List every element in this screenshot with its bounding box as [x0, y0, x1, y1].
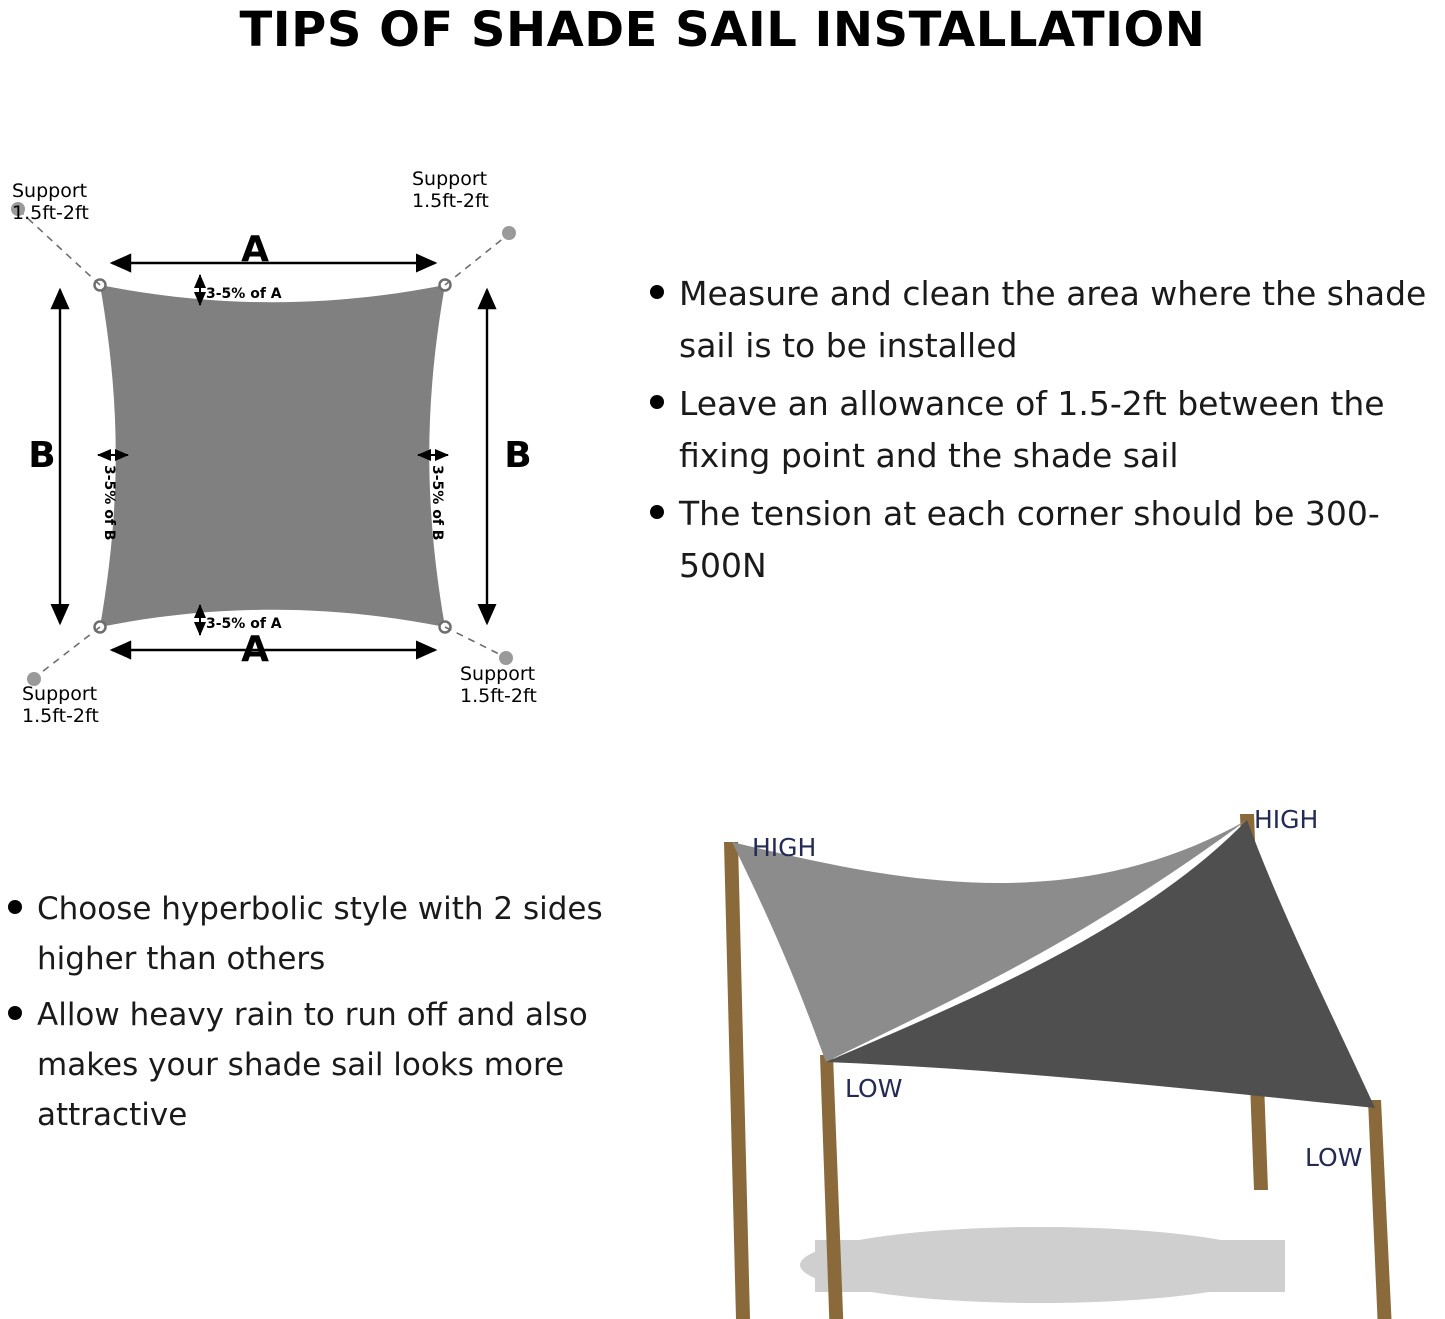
post-low-right [1368, 1100, 1392, 1319]
curve-label-right: 3-5% of B [429, 465, 445, 541]
support-label-bottom-right-line1: Support [460, 663, 536, 685]
cable-bottom-left [38, 627, 100, 675]
bottom-diagram [640, 770, 1445, 1319]
dim-label-top-a: A [241, 229, 269, 270]
curve-label-left: 3-5% of B [101, 465, 117, 541]
sail-shape [100, 285, 445, 627]
support-label-top-right-line1: Support [412, 168, 488, 190]
tip-text: Choose hyperbolic style with 2 sides higher than others [37, 891, 603, 977]
list-item [650, 488, 1445, 592]
tips-list-left [0, 884, 630, 1146]
support-label-top-right-line2: 1.5ft-2ft [412, 190, 489, 212]
curve-label-bottom: 3-5% of A [206, 616, 282, 632]
curve-label-top: 3-5% of A [206, 286, 282, 302]
support-label-bottom-left-line2: 1.5ft-2ft [22, 705, 99, 725]
bullet-dot-icon [650, 285, 664, 299]
bullet-dot-icon [650, 395, 664, 409]
dim-label-bottom-a: A [241, 629, 269, 670]
label-high-right: HIGH [1254, 805, 1319, 834]
label-low-left: LOW [845, 1074, 903, 1103]
cable-bottom-right [445, 627, 501, 655]
tip-text: Leave an allowance of 1.5-2ft between the fixing point and the shade sail [679, 384, 1385, 475]
tip-text: Allow heavy rain to run off and also makes your shade sail looks more attractive [37, 997, 588, 1133]
anchor-top-right [502, 226, 516, 240]
support-label-bottom-left-line1: Support [22, 683, 98, 705]
label-low-right: LOW [1305, 1143, 1363, 1172]
tip-text: Measure and clean the area where the shade sail is to be installed [679, 274, 1427, 365]
cable-top-right [445, 237, 505, 285]
tips-list-right [650, 268, 1445, 598]
bullet-dot-icon [650, 505, 664, 519]
bullet-dot-icon [8, 900, 22, 914]
ground-shadow-rect [815, 1240, 1285, 1292]
post-high-left [724, 842, 750, 1319]
list-item [0, 990, 630, 1140]
bullet-dot-icon [8, 1006, 22, 1020]
list-item [650, 378, 1445, 482]
top-diagram [0, 165, 660, 725]
tip-text: The tension at each corner should be 300-500N [679, 494, 1380, 585]
dim-label-right-b: B [504, 435, 532, 476]
dim-label-left-b: B [28, 435, 56, 476]
page-title: TIPS OF SHADE SAIL INSTALLATION [239, 2, 1206, 58]
list-item [650, 268, 1445, 372]
support-label-bottom-right-line2: 1.5ft-2ft [460, 685, 537, 707]
list-item [0, 884, 630, 984]
support-label-top-left-line1: Support [12, 180, 88, 202]
label-high-left: HIGH [752, 833, 817, 862]
support-label-top-left-line2: 1.5ft-2ft [12, 202, 89, 224]
